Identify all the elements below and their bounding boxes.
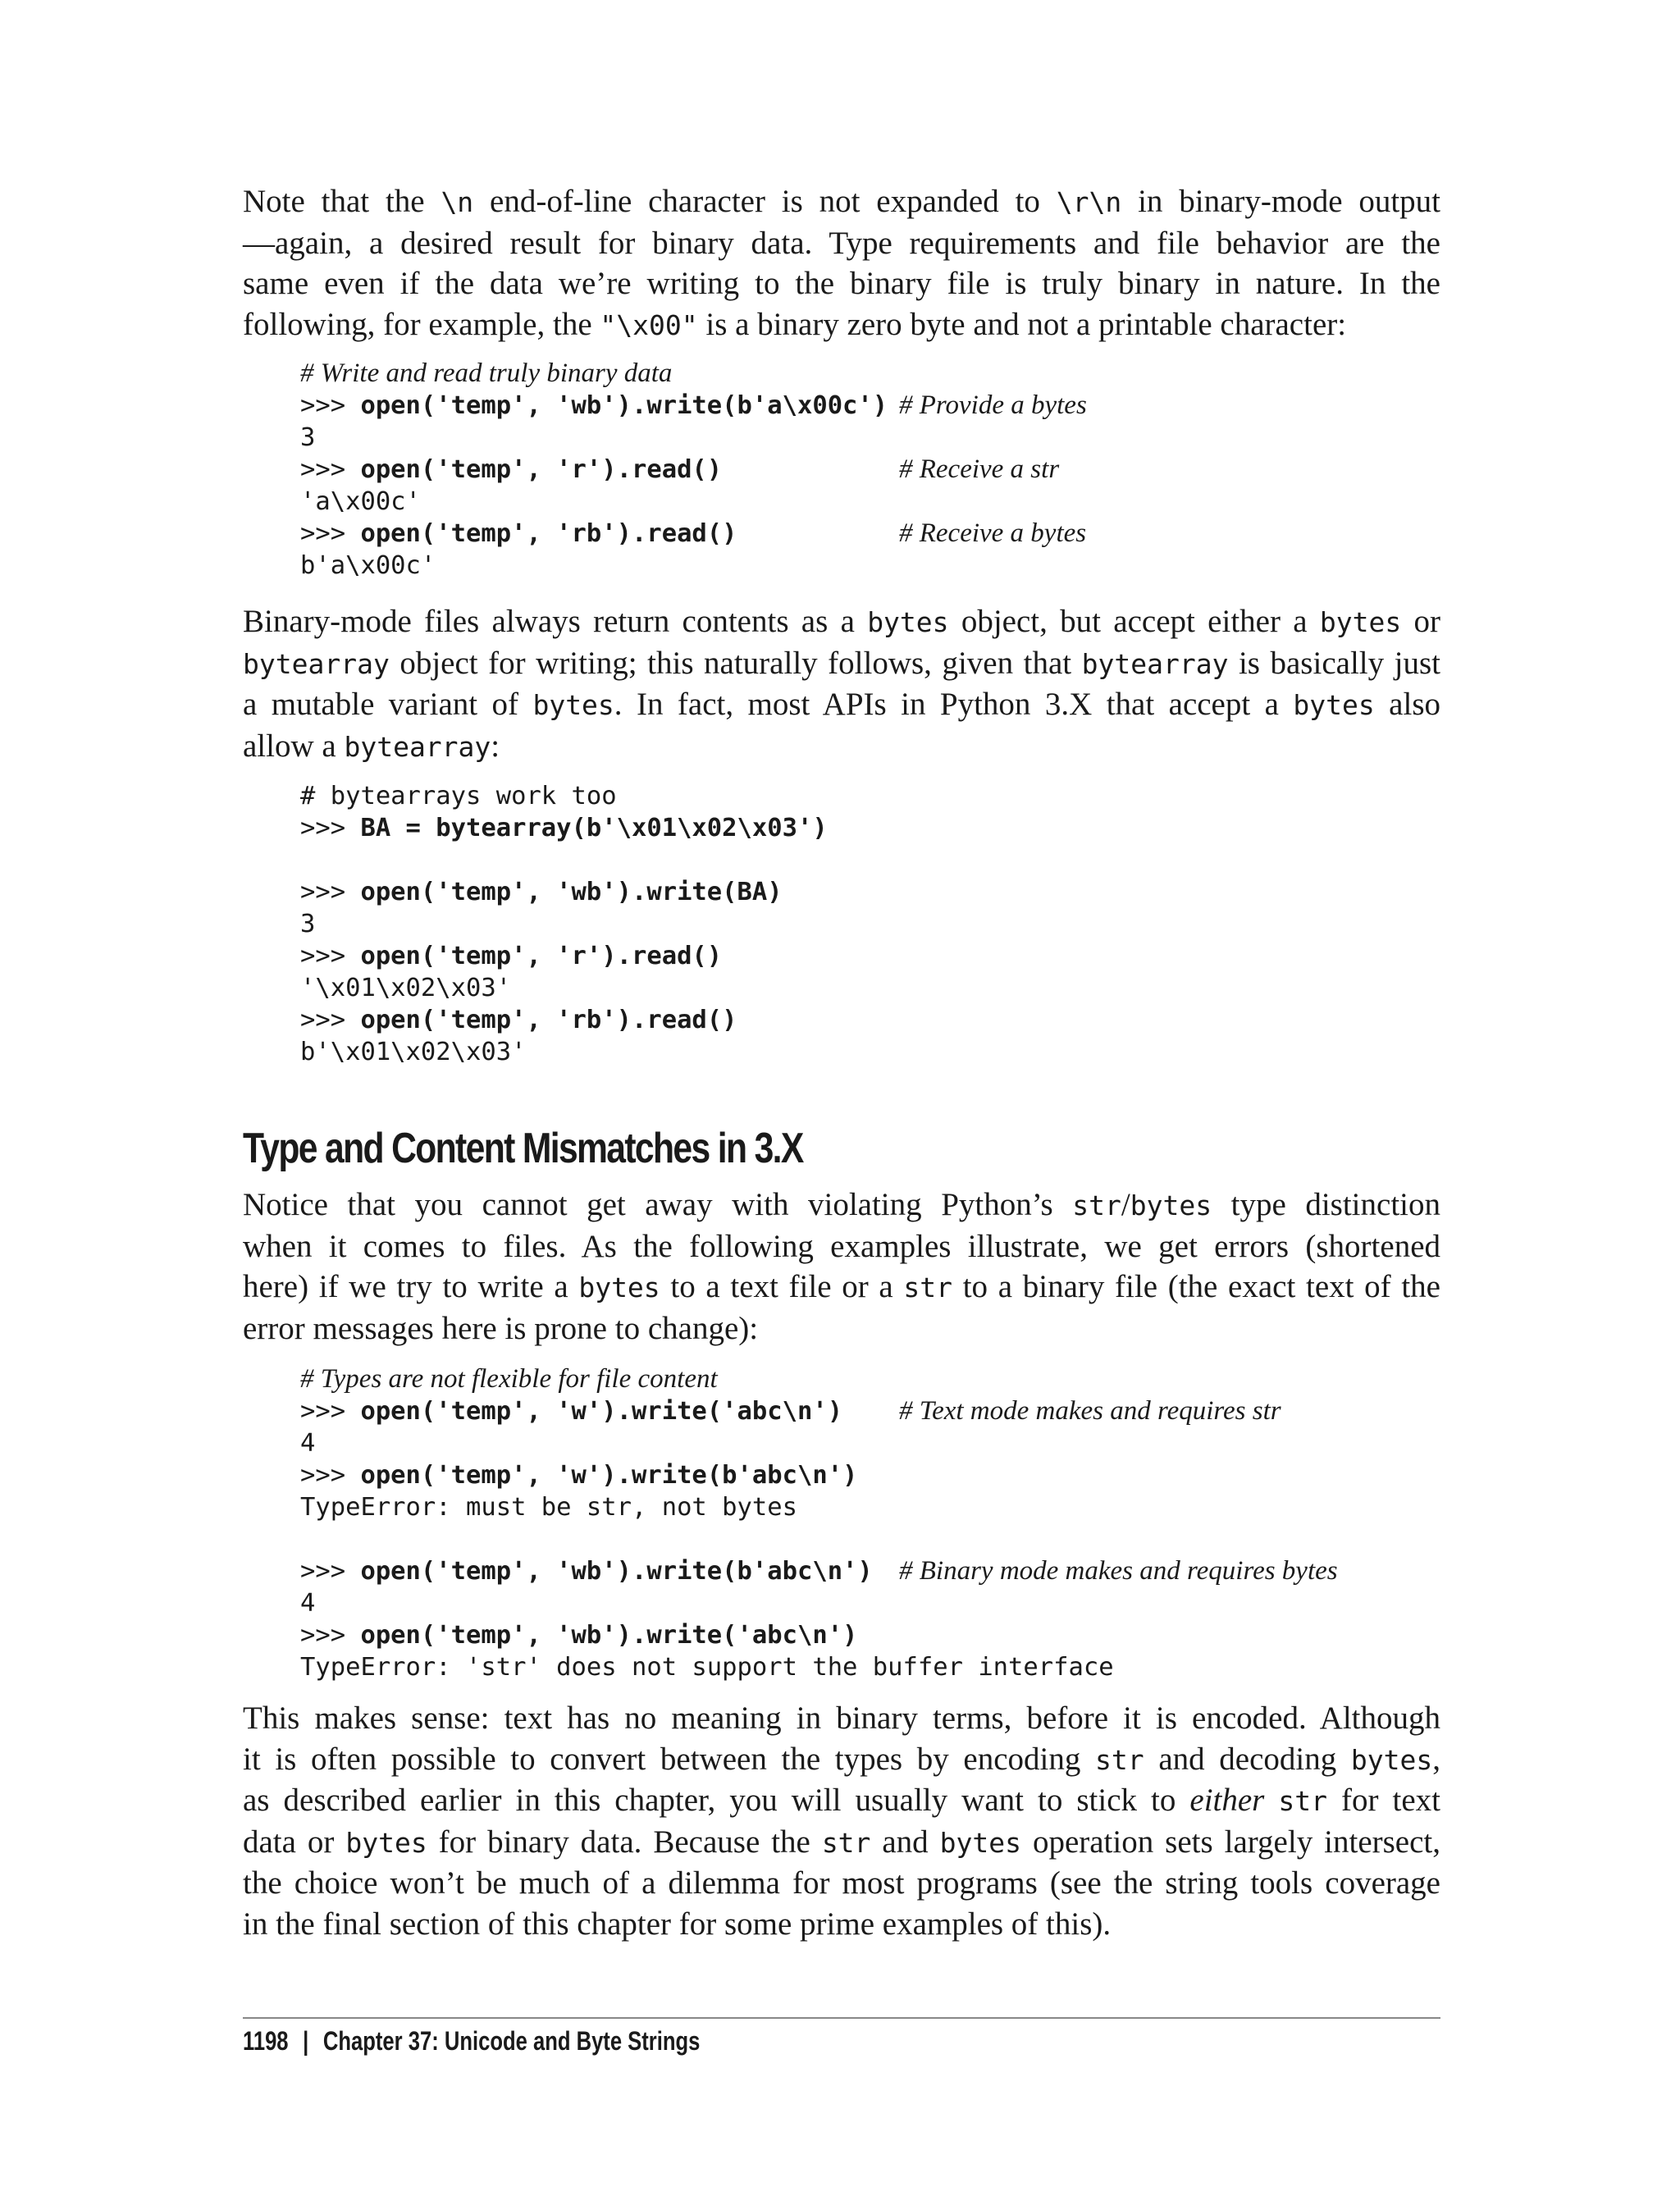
- code-line: >>> open('temp', 'r').read() # Receive a str: [300, 454, 1060, 484]
- code-output: b'\x01\x02\x03': [300, 1038, 527, 1066]
- text-line: when it comes to files. As the following examples illustrate, we get errors (shortened: [243, 1228, 1440, 1264]
- paragraph-type-distinction: [243, 1185, 1440, 1349]
- code-example-binary-data: [300, 358, 1449, 582]
- code-line: >>> open('temp', 'wb').write(b'a\x00c') # Provide a bytes: [300, 390, 1087, 420]
- code-example-type-errors: [300, 1363, 1449, 1683]
- code-line: >>> open('temp', 'wb').write('abc\n'): [300, 1621, 858, 1650]
- code-line: >>> open('temp', 'w').write(b'abc\n'): [300, 1461, 858, 1490]
- paragraph-bytearray: [243, 601, 1440, 767]
- code-output: TypeError: 'str' does not support the buffer interface: [300, 1653, 1114, 1682]
- text-line: data or bytes for binary data. Because the str and bytes operation sets largely intersect,: [243, 1824, 1440, 1860]
- code-line: >>> open('temp', 'rb').read() # Receive a bytes: [300, 518, 1087, 548]
- text-line: Binary-mode files always return contents as a bytes object, but accept either a bytes or: [243, 604, 1440, 639]
- footer-divider: [243, 2017, 1440, 2019]
- text-line: here) if we try to write a bytes to a text file or a str to a binary file (the exact text of the: [243, 1269, 1440, 1304]
- text-line: in the final section of this chapter for some prime examples of this).: [243, 1906, 1112, 1942]
- page-footer: [243, 2026, 700, 2057]
- code-output: 'a\x00c': [300, 487, 421, 516]
- code-output: '\x01\x02\x03': [300, 974, 512, 1002]
- code-output: TypeError: must be str, not bytes: [300, 1493, 797, 1522]
- code-line: >>> open('temp', 'r').read(): [300, 942, 723, 970]
- chapter-title: Chapter 37: Unicode and Byte Strings: [322, 2026, 701, 2056]
- text-line: same even if the data we’re writing to the binary file is truly binary in nature. In the: [243, 266, 1440, 301]
- text-line: the choice won’t be much of a dilemma for most programs (see the string tools coverage: [243, 1865, 1440, 1901]
- text-line: error messages here is prone to change):: [243, 1310, 759, 1346]
- text-line: it is often possible to convert between the types by encoding str and decoding bytes,: [243, 1741, 1440, 1777]
- text-line: a mutable variant of bytes. In fact, most APIs in Python 3.X that accept a bytes also: [243, 687, 1440, 722]
- code-line: >>> open('temp', 'wb').write(BA): [300, 878, 783, 906]
- page-number: 1198: [243, 2026, 289, 2056]
- code-comment: # Types are not flexible for file content: [300, 1364, 718, 1394]
- code-output: 3: [300, 910, 316, 938]
- section-heading: Type and Content Mismatches in 3.X: [243, 1125, 803, 1172]
- text-line: bytearray object for writing; this naturally follows, given that bytearray is basically just: [243, 645, 1440, 681]
- text-line: allow a bytearray:: [243, 728, 500, 764]
- code-output: b'a\x00c': [300, 551, 436, 580]
- code-line: >>> open('temp', 'w').write('abc\n') # Text mode makes and requires str: [300, 1396, 1281, 1426]
- code-example-bytearray: [300, 780, 1449, 1068]
- text-line: This makes sense: text has no meaning in binary terms, before it is encoded. Although: [243, 1701, 1440, 1736]
- paragraph-text-vs-binary: [243, 1698, 1440, 1944]
- code-blank-line: [300, 1523, 1449, 1555]
- paragraph-binary-output: [243, 181, 1440, 345]
- code-comment: # Write and read truly binary data: [300, 358, 673, 388]
- code-line: >>> open('temp', 'rb').read(): [300, 1006, 737, 1034]
- text-line: following, for example, the "\x00" is a binary zero byte and not a printable character:: [243, 306, 1347, 342]
- code-line: >>> open('temp', 'wb').write(b'abc\n') # Binary mode makes and requires bytes: [300, 1556, 1338, 1586]
- text-line: as described earlier in this chapter, you will usually want to stick to either str for text: [243, 1783, 1441, 1818]
- code-comment: # bytearrays work too: [300, 782, 617, 810]
- code-output: 4: [300, 1429, 316, 1458]
- footer-separator: |: [303, 2026, 309, 2056]
- code-line: >>> BA = bytearray(b'\x01\x02\x03'): [300, 814, 828, 842]
- code-output: 4: [300, 1589, 316, 1618]
- code-output: 3: [300, 423, 316, 452]
- text-line: Notice that you cannot get away with violating Python’s str/bytes type distinction: [243, 1187, 1441, 1222]
- text-line: Note that the \n end-of-line character is not expanded to \r\n in binary-mode output: [243, 184, 1441, 219]
- code-blank-line: [300, 844, 1449, 876]
- text-line: —again, a desired result for binary data. Type requirements and file behavior are the: [243, 225, 1440, 261]
